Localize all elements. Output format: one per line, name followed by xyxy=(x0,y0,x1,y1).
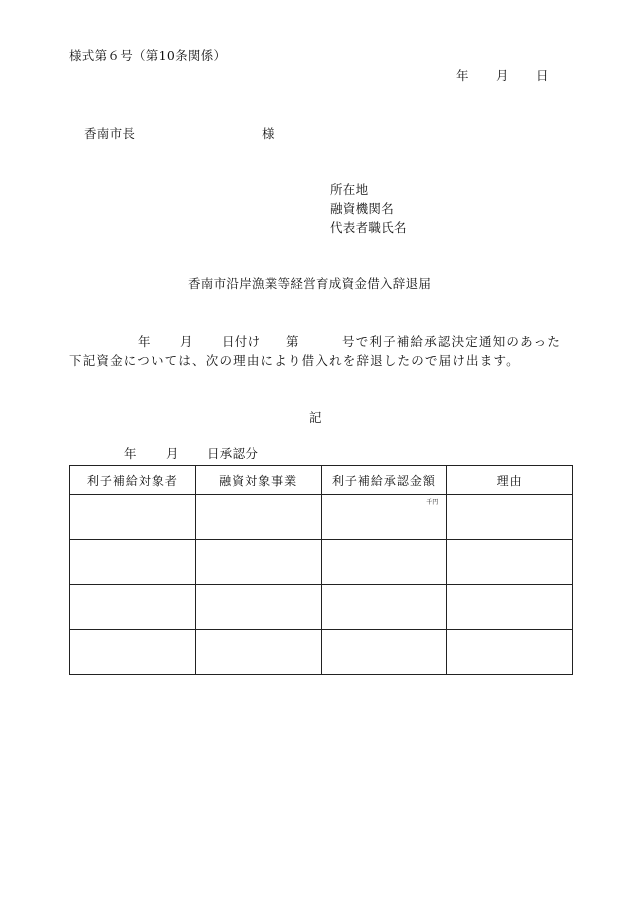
table-cell[interactable] xyxy=(321,540,447,585)
header-reason: 理由 xyxy=(447,466,573,495)
header-subsidy-recipient: 利子補給対象者 xyxy=(70,466,196,495)
table-cell[interactable] xyxy=(70,585,196,630)
body-day-dated: 日付け xyxy=(222,334,261,349)
table-cell[interactable] xyxy=(70,630,196,675)
subsidy-table xyxy=(69,465,573,675)
approval-year: 年 xyxy=(124,446,137,461)
header-approved-amount: 利子補給承認金額 xyxy=(321,466,447,495)
ki-heading: 記 xyxy=(309,410,322,425)
applicant-institution-label: 融資機関名 xyxy=(330,201,395,216)
addressee-honorific: 様 xyxy=(262,126,275,141)
table-cell[interactable] xyxy=(321,630,447,675)
table-cell[interactable] xyxy=(447,630,573,675)
table-cell[interactable] xyxy=(447,540,573,585)
table-cell[interactable] xyxy=(447,585,573,630)
body-month: 月 xyxy=(180,334,193,349)
applicant-address-label: 所在地 xyxy=(330,182,369,197)
body-line2: 下記資金については、次の理由により借入れを辞退したので届け出ます。 xyxy=(69,353,520,368)
applicant-representative-label: 代表者職氏名 xyxy=(330,220,407,235)
table-row xyxy=(70,540,573,585)
table-row xyxy=(70,585,573,630)
approval-month: 月 xyxy=(166,446,179,461)
date-day-label: 日 xyxy=(536,68,549,83)
table-cell[interactable] xyxy=(447,495,573,540)
header-financed-business: 融資対象事業 xyxy=(195,466,321,495)
date-year-label: 年 xyxy=(456,68,469,83)
table-cell[interactable] xyxy=(195,630,321,675)
table-row xyxy=(70,630,573,675)
amount-unit-label: 千円 xyxy=(426,499,439,506)
table-cell[interactable] xyxy=(195,585,321,630)
form-number: 様式第６号（第10条関係） xyxy=(69,48,227,63)
approval-day-suffix: 日承認分 xyxy=(207,446,259,461)
body-number-prefix: 第 xyxy=(286,334,299,349)
table-header-row xyxy=(70,466,573,495)
table-cell[interactable] xyxy=(195,495,321,540)
body-line1-rest: 号で利子補給承認決定通知のあった xyxy=(342,334,562,349)
table-cell[interactable] xyxy=(321,585,447,630)
table-row xyxy=(70,495,573,540)
date-month-label: 月 xyxy=(496,68,509,83)
table-cell[interactable] xyxy=(195,540,321,585)
table-cell[interactable] xyxy=(70,540,196,585)
document-title: 香南市沿岸漁業等経営育成資金借入辞退届 xyxy=(188,276,432,291)
table-cell-amount[interactable] xyxy=(321,495,447,540)
table-cell[interactable] xyxy=(70,495,196,540)
addressee-name: 香南市長 xyxy=(84,126,136,141)
body-year: 年 xyxy=(138,334,151,349)
